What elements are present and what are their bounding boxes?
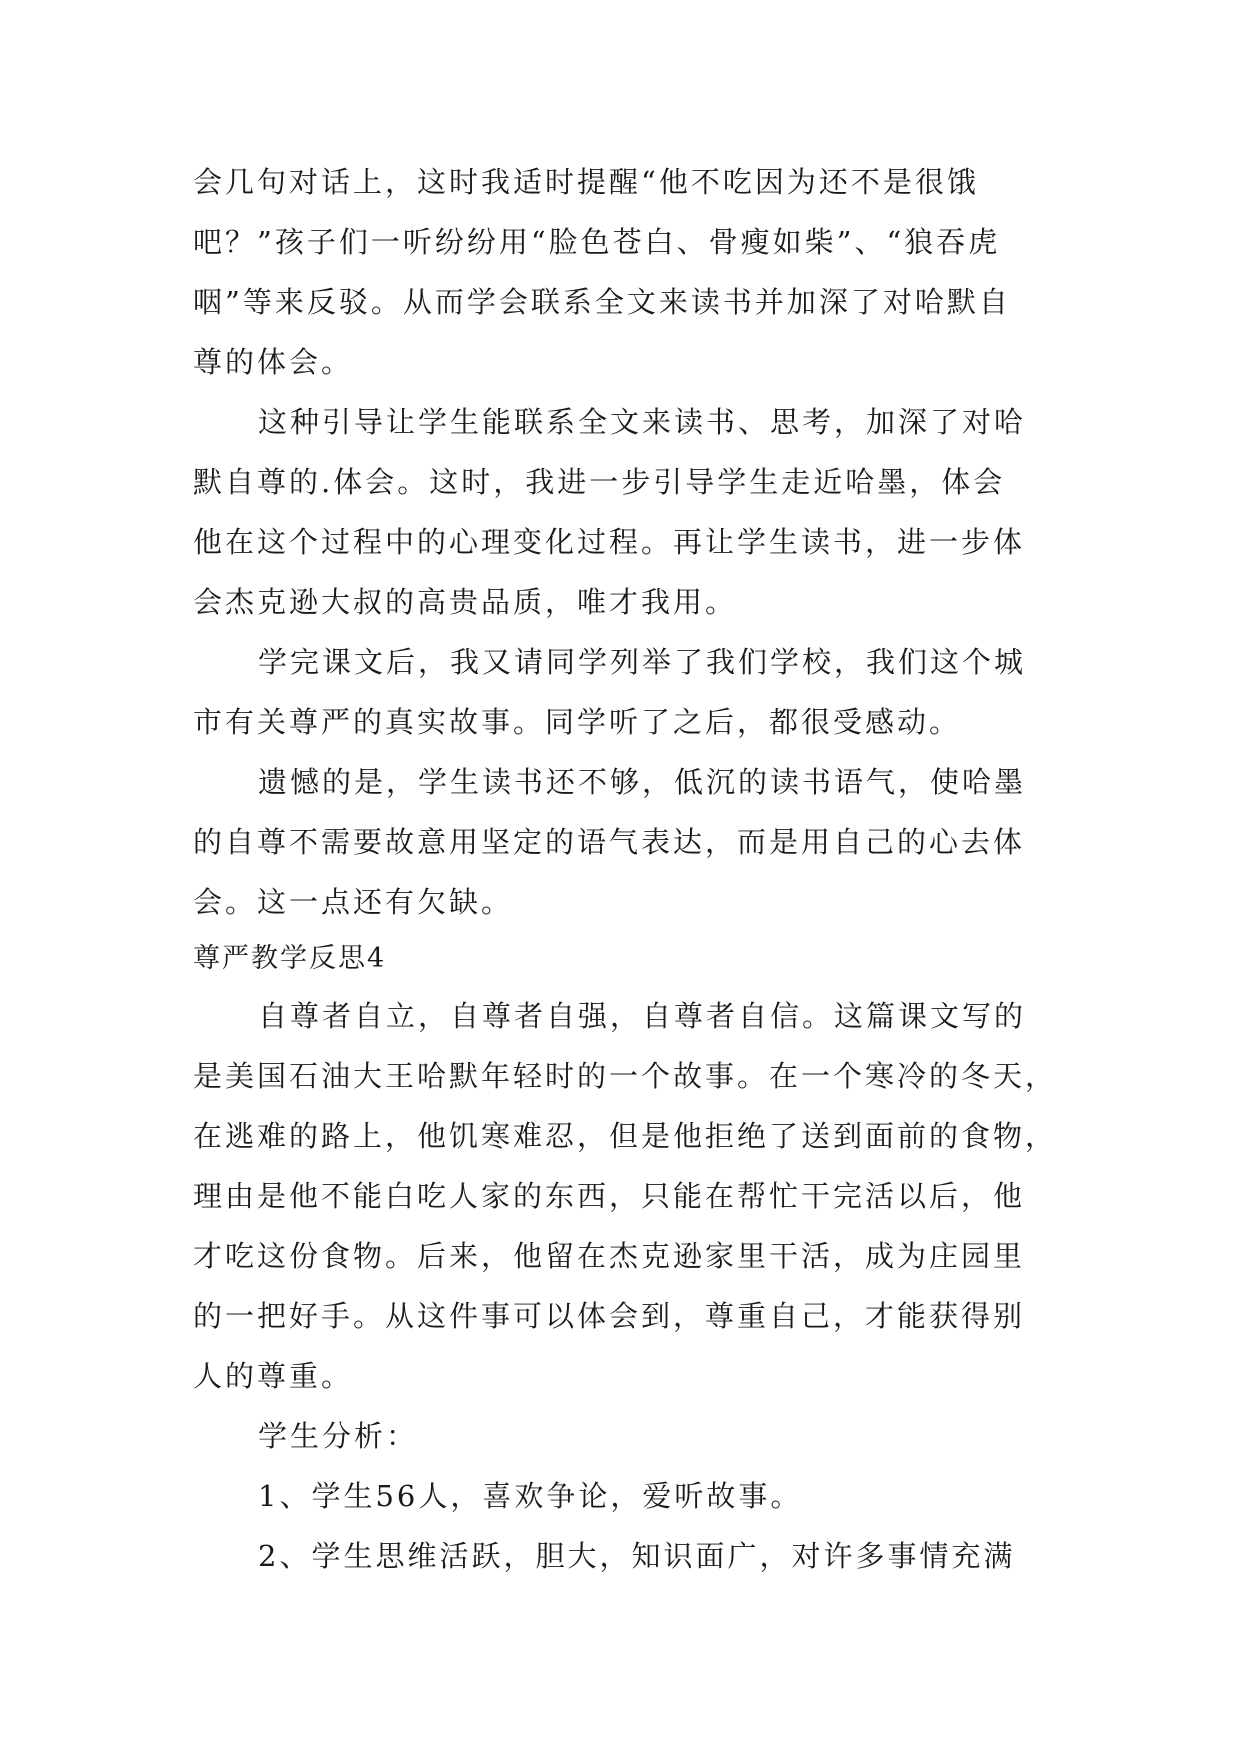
text-line: 咽”等来反驳。从而学会联系全文来读书并加深了对哈默自: [193, 285, 1011, 319]
text-line: 才吃这份食物。后来，他留在杰克逊家里干活，成为庄园里: [193, 1239, 1026, 1273]
text-line: 市有关尊严的真实故事。同学听了之后，都很受感动。: [193, 705, 962, 739]
list-item: [193, 1526, 1051, 1586]
paragraph: [193, 752, 1051, 932]
text-line: 遗憾的是，学生读书还不够，低沉的读书语气，使哈墨: [258, 765, 1027, 799]
text-line: 会杰克逊大叔的高贵品质，唯才我用。: [193, 585, 738, 619]
document-body: [193, 152, 1058, 1586]
text-line: 理由是他不能白吃人家的东西，只能在帮忙干完活以后，他: [193, 1179, 1026, 1213]
text-line: 在逃难的路上，他饥寒难忍，但是他拒绝了送到面前的食物，: [193, 1119, 1058, 1153]
text-line: 这种引导让学生能联系全文来读书、思考，加深了对哈: [258, 405, 1027, 439]
text-line: 会几句对话上，这时我适时提醒“他不吃因为还不是很饿: [193, 165, 979, 199]
paragraph: [193, 152, 1051, 392]
text-line: 人的尊重。: [193, 1359, 354, 1393]
text-line: 他在这个过程中的心理变化过程。再让学生读书，进一步体: [193, 525, 1026, 559]
text-line: 2、学生思维活跃，胆大，知识面广，对许多事情充满: [258, 1539, 1016, 1573]
paragraph: [193, 632, 1051, 752]
text-line: 学完课文后，我又请同学列举了我们学校，我们这个城: [258, 645, 1027, 679]
text-line: 自尊者自立，自尊者自强，自尊者自信。这篇课文写的: [258, 999, 1027, 1033]
text-line: 学生分析：: [258, 1419, 419, 1453]
text-line: 默自尊的.体会。这时，我进一步引导学生走近哈墨，体会: [193, 465, 1006, 499]
paragraph: [193, 986, 1058, 1406]
paragraph: [193, 1406, 1051, 1466]
paragraph: [193, 392, 1051, 632]
text-line: 是美国石油大王哈默年轻时的一个故事。在一个寒冷的冬天，: [193, 1059, 1058, 1093]
text-line: 1、学生56人，喜欢争论，爱听故事。: [258, 1479, 803, 1513]
text-line: 吧？”孩子们一听纷纷用“脸色苍白、骨瘦如柴”、“狼吞虎: [193, 225, 1001, 259]
text-line: 的一把好手。从这件事可以体会到，尊重自己，才能获得别: [193, 1299, 1026, 1333]
list-item: [193, 1466, 1051, 1526]
text-line: 尊的体会。: [193, 345, 354, 379]
text-line: 会。这一点还有欠缺。: [193, 885, 514, 919]
text-line: 的自尊不需要故意用坚定的语气表达，而是用自己的心去体: [193, 825, 1026, 859]
section-heading: 尊严教学反思4: [193, 943, 387, 974]
